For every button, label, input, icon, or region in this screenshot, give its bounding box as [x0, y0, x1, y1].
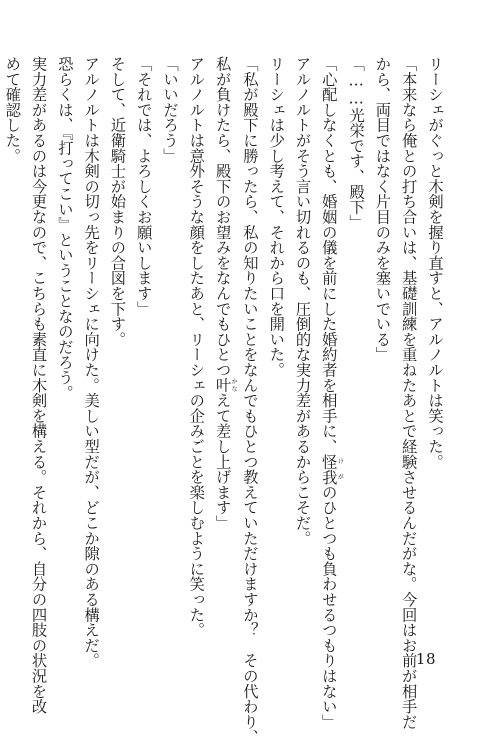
text-line-5-b: のひとつも負わせるつもりはない」 — [319, 484, 338, 730]
text-line-5-a: 「心配しなくとも、婚姻の儀を前にした婚約者を相手に、 — [319, 56, 338, 454]
text-line-3: から、両目ではなく片目のみを塞いでいる」 — [373, 56, 392, 362]
text-line-9-b: えて差し上げます」 — [213, 392, 232, 531]
text-line-7: リーシェは少し考えて、それから口を開いた。 — [267, 56, 286, 378]
text-line-15: 恐らくは、『打ってこい』ということなのだろう。 — [55, 56, 74, 401]
text-line-9-a: 私が負けたら、殿下のお望みをなんでもひとつ — [213, 56, 232, 378]
text-line-17: めて確認した。 — [3, 56, 22, 164]
text-line-8: 「私が殿下に勝ったら、私の知りたいことをなんでもひとつ教えていただけますか？ その代わり、 — [240, 56, 259, 745]
text-line-14: アルノルトは木剣の切っ先をリーシェに向けた。美しい型だが、どこか隙のある構えだ。 — [82, 56, 101, 668]
furigana-kega: けが — [336, 453, 344, 485]
ruby-kana: 叶かな — [213, 377, 238, 393]
text-line-5 — [316, 56, 344, 730]
text-line-4: 「……光栄です、殿下」 — [347, 56, 366, 230]
ruby-kega: 怪我けが — [319, 453, 344, 485]
text-line-2: 「本来なら俺との打ち合いは、基礎訓練を重ねたあとで経験させるんだがな。今回はお前が相手だ — [399, 56, 418, 730]
furigana-kana: かな — [230, 377, 238, 393]
text-line-12: 「それでは、よろしくお願いします」 — [134, 56, 153, 317]
text-line-10: アルノルトは意外そうな顔をしたあと、リーシェの企みごとを楽しむように笑った。 — [187, 56, 206, 638]
text-line-11: 「いいだろう」 — [161, 56, 180, 164]
text-line-13: そして、近衛騎士が始まりの合図を下す。 — [108, 56, 127, 347]
page-number: 18 — [415, 650, 436, 668]
text-line-9 — [209, 56, 236, 604]
text-line-16: 実力差があるのは今更なので、こちらも素直に木剣を構える。それから、自分の四肢の状況を改 — [29, 56, 48, 714]
text-line-1: リーシェがぐっと木剣を握り直すと、アルノルトは笑った。 — [426, 56, 444, 470]
text-line-6: アルノルトがそう言い切れるのも、圧倒的な実力差があるからこそだ。 — [293, 56, 312, 546]
